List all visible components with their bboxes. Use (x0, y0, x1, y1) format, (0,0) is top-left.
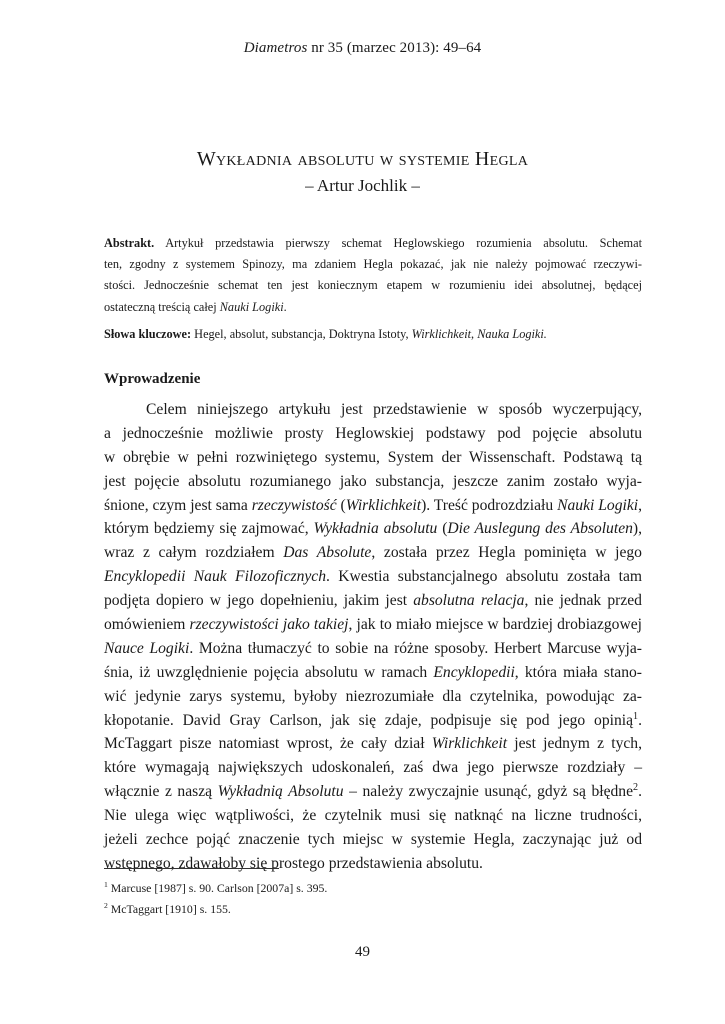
running-head (0, 40, 725, 57)
text: ), (632, 520, 643, 538)
italic-text: Nauki Logiki (557, 496, 639, 514)
abstract-line: stości. Jednocześnie schemat ten jest koniecznym etapem w rozumieniu idei absolutnej, będącej (104, 278, 642, 293)
text: ( (437, 520, 448, 538)
body-line: Nie ulega więc wątpliwości, że czytelnik musi się natknąć na liczne trudności, (104, 807, 642, 825)
page-number: 49 (355, 944, 370, 960)
body-line (104, 661, 642, 685)
body-line: jest pojęcie absolutu rozumianego jako substancja, jeszcze zanim zostało wyja- (104, 472, 642, 490)
footnote-number: 1 (104, 880, 108, 890)
italic-text: Wirklichkeit (431, 735, 508, 753)
italic-text: rzeczywistość (251, 496, 337, 514)
body-line (104, 541, 642, 565)
article-title: Wykładnia absolutu w systemie Hegla (196, 148, 529, 170)
body-line: w obrębie w pełni rozwiniętego systemu, System der Wissenschaft. Podstawą tą (104, 448, 642, 466)
keywords-text: Hegel, absolut, substancja, Doktryna Istoty, (191, 327, 412, 341)
abstract-label: Abstrakt. (104, 236, 155, 250)
italic-text: Encyklopedii Nauk Filozoficznych (104, 568, 327, 586)
body-line (104, 732, 642, 756)
footnote-text: McTaggart [1910] s. 155. (107, 902, 231, 916)
body-line (104, 565, 642, 589)
italic-text: Wykładnią Absolutu (217, 783, 344, 801)
text: jest jednym z tych, (507, 735, 642, 753)
journal-name: Diametros (243, 40, 308, 56)
text: . (638, 783, 642, 801)
text: , jak to miało miejsce w bardziej drobiazgowej (348, 616, 642, 634)
body-line: jeżeli zechce pojąć znaczenie tych miejsc w systemie Hegla, zaczynając już od (104, 831, 642, 849)
body-line (104, 613, 642, 637)
abstract-italic: Nauki Logiki (219, 299, 284, 314)
footnotes (104, 878, 642, 920)
text: którym będziemy się zajmować, (104, 520, 314, 538)
text: McTaggart pisze natomiast wprost, że cały dział (104, 735, 432, 753)
body-line (104, 494, 642, 518)
body-line: a jednocześnie możliwie prosty Heglowskiej podstawy pod pojęcie absolutu (104, 424, 642, 442)
abstract-line: ostateczną treścią całej (104, 299, 220, 314)
abstract-line: ten, zgodny z systemem Spinozy, ma zdaniem Hegla pokazać, jak nie należy pojmować rzeczywi- (104, 257, 642, 272)
keywords (104, 324, 642, 344)
italic-text: Wykładnia absolutu (313, 520, 438, 538)
body-line: wstępnego, zdawałoby się prostego przedstawienia absolutu. (104, 854, 483, 872)
text: , została przez Hegla pominięta w jego (371, 544, 642, 562)
body-line (104, 589, 642, 613)
text: ). Treść podrozdziału (421, 496, 558, 514)
abstract (104, 233, 642, 318)
body-line (104, 709, 642, 733)
italic-text: rzeczywistości jako takiej (189, 616, 349, 634)
italic-text: Encyklopedii (433, 663, 515, 681)
text: . Kwestia substancjalnego absolutu została tam (326, 568, 643, 586)
body-line: które wymagają największych udoskonaleń, zaś dwa jego pierwsze rozdziały – (104, 759, 642, 777)
text: , nie jednak przed (524, 592, 642, 610)
italic-text: Wirklichkeit (345, 496, 422, 514)
body-paragraph (104, 398, 642, 876)
text: . Można tłumaczyć to sobie na różne sposoby. Herbert Marcuse wyja- (189, 639, 642, 657)
text: , która miała stano- (514, 663, 642, 681)
body-line (104, 780, 642, 804)
text: ( (336, 496, 346, 514)
keyword-italic: Nauka Logiki. (477, 327, 547, 341)
body-line (104, 637, 642, 661)
text: kłopotanie. David Gray Carlson, jak się zdaje, podpisuje się pod jego opinią (104, 711, 634, 729)
footnote (104, 899, 642, 920)
italic-text: Die Auslegung des Absoluten (447, 520, 633, 538)
text: – należy zwyczajnie usunąć, gdyż są błędne (343, 783, 634, 801)
footnote-ref[interactable]: 1 (633, 710, 639, 722)
italic-text: absolutna relacja (413, 592, 525, 610)
footnote-text: Marcuse [1987] s. 90. Carlson [2007a] s. 395. (107, 881, 328, 895)
article-author: – Artur Jochlik – (305, 176, 420, 195)
text: wraz z całym rozdziałem (104, 544, 284, 562)
text: śnione, czym jest sama (104, 496, 252, 514)
footnote-ref[interactable]: 2 (633, 782, 639, 794)
footnote-divider (104, 868, 279, 869)
footnote (104, 878, 642, 899)
text: omówieniem (104, 616, 190, 634)
footnote-number: 2 (104, 901, 108, 911)
body-line (104, 517, 642, 541)
text: śnia, iż uwzględnienie pojęcia absolutu w ramach (104, 663, 434, 681)
italic-text: Das Absolute (283, 544, 372, 562)
abstract-end: . (283, 299, 287, 314)
section-heading: Wprowadzenie (104, 371, 201, 387)
text: . (638, 711, 642, 729)
abstract-line: Artykuł przedstawia pierwszy schemat Heglowskiego rozumienia absolutu. Schemat (154, 236, 642, 250)
body-line: Celem niniejszego artykułu jest przedstawienie w sposób wyczerpujący, (146, 401, 642, 418)
text: włącznie z naszą (104, 783, 218, 801)
keyword-italic: Wirklichkeit (411, 327, 472, 341)
body-line: wić jedynie zarys systemu, byłoby niezrozumiałe dla czytelnika, powodując za- (104, 687, 642, 705)
journal-issue: nr 35 (marzec 2013): 49–64 (307, 40, 482, 56)
italic-text: Nauce Logiki (104, 639, 190, 657)
keywords-label: Słowa kluczowe: (104, 327, 192, 341)
keywords-sep: , (471, 327, 478, 341)
text: podjęta dopiero w jego dopełnieniu, jakim jest (104, 592, 414, 610)
text: , (638, 496, 643, 514)
